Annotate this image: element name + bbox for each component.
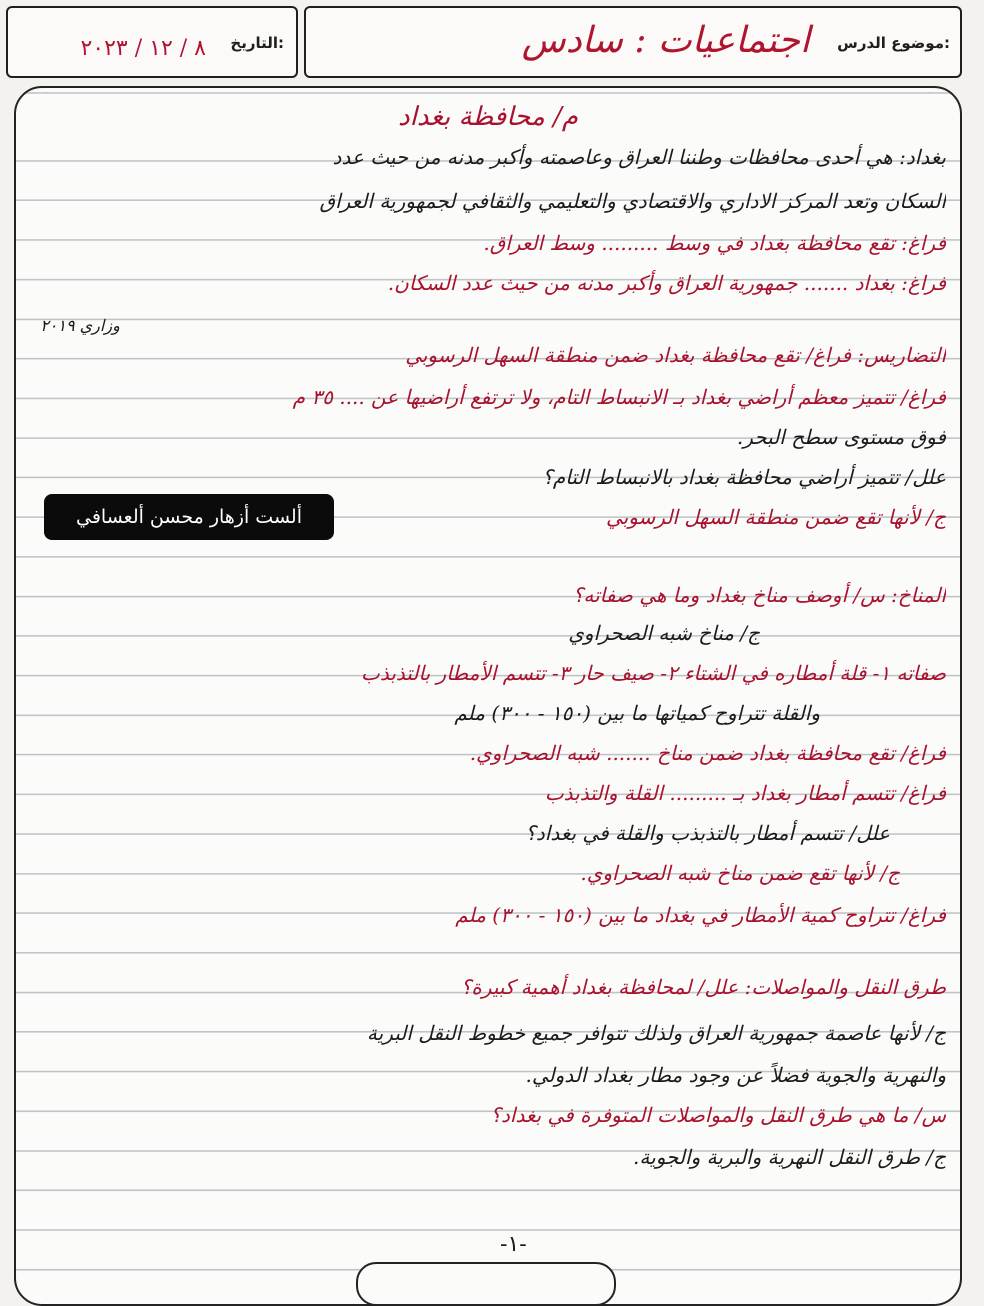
date-label: التاريخ: bbox=[230, 34, 284, 52]
text-line-2: السكان وتعد المركز الاداري والاقتصادي والتعليمي والثقافي لجمهورية العراق bbox=[319, 189, 946, 213]
bottom-page-tab bbox=[356, 1262, 616, 1306]
date-header-box bbox=[6, 6, 298, 78]
text-line-6: فراغ/ تتميز معظم أراضي بغداد بـ الانبساط التام، ولا ترتفع أراضيها عن .... ٣٥ م bbox=[292, 385, 946, 409]
text-line-15: فراغ/ تتسم أمطار بغداد بـ ......... القلة والتذبذب bbox=[544, 781, 946, 805]
text-line-9: ج/ لأنها تقع ضمن منطقة السهل الرسوبي bbox=[605, 505, 946, 529]
text-line-23: ج/ طرق النقل النهرية والبرية والجوية. bbox=[633, 1145, 946, 1169]
page-number: -١- bbox=[500, 1232, 527, 1257]
lesson-title: م/ محافظة بغداد bbox=[398, 102, 578, 132]
topic-label: موضوع الدرس: bbox=[837, 34, 950, 52]
text-line-18: فراغ/ تتراوح كمية الأمطار في بغداد ما بين (١٥٠ - ٣٠٠) ملم bbox=[455, 903, 946, 927]
text-line-22: س/ ما هي طرق النقل والمواصلات المتوفرة في بغداد؟ bbox=[490, 1103, 946, 1127]
text-line-4: فراغ: بغداد ....... جمهورية العراق وأكبر مدنه من حيث عدد السكان. bbox=[387, 271, 946, 295]
author-watermark: ألست أزهار محسن ألعسافي bbox=[44, 494, 334, 540]
text-line-19: طرق النقل والمواصلات: علل/ لمحافظة بغداد أهمية كبيرة؟ bbox=[460, 975, 946, 999]
text-line-7: فوق مستوى سطح البحر. bbox=[736, 425, 946, 449]
margin-note: وزاري ٢٠١٩ bbox=[40, 316, 120, 335]
notebook-page bbox=[14, 86, 962, 1306]
text-line-17: ج/ لأنها تقع ضمن مناخ شبه الصحراوي. bbox=[580, 861, 900, 885]
text-line-10: المناخ: س/ أوصف مناخ بغداد وما هي صفاته؟ bbox=[572, 583, 946, 607]
topic-value: اجتماعيات : سادس bbox=[521, 20, 810, 61]
text-line-1: بغداد: هي أحدى محافظات وطننا العراق وعاصمته وأكبر مدنه من حيث عدد bbox=[332, 145, 946, 169]
date-value: ٨ / ١٢ / ٢٠٢٣ bbox=[80, 36, 206, 61]
text-line-20: ج/ لأنها عاصمة جمهورية العراق ولذلك تتوافر جميع خطوط النقل البرية bbox=[366, 1021, 946, 1045]
text-line-16: علل/ تتسم أمطار بالتذبذب والقلة في بغداد؟ bbox=[525, 821, 890, 845]
text-line-11: ج/ مناخ شبه الصحراوي bbox=[568, 621, 760, 645]
topic-header-box bbox=[304, 6, 962, 78]
text-line-13: والقلة تتراوح كمياتها ما بين (١٥٠ - ٣٠٠) ملم bbox=[454, 701, 820, 725]
text-line-21: والنهرية والجوية فضلاً عن وجود مطار بغداد الدولي. bbox=[525, 1063, 946, 1087]
text-line-3: فراغ: تقع محافظة بغداد في وسط ......... وسط العراق. bbox=[483, 231, 946, 255]
text-line-8: علل/ تتميز أراضي محافظة بغداد بالانبساط التام؟ bbox=[542, 465, 946, 489]
text-line-12: صفاته ١- قلة أمطاره في الشتاء ٢- صيف حار ٣- تتسم الأمطار بالتذبذب bbox=[361, 661, 946, 685]
text-line-14: فراغ/ تقع محافظة بغداد ضمن مناخ ....... شبه الصحراوي. bbox=[469, 741, 946, 765]
text-line-5: التضاريس: فراغ/ تقع محافظة بغداد ضمن منطقة السهل الرسوبي bbox=[405, 343, 946, 367]
